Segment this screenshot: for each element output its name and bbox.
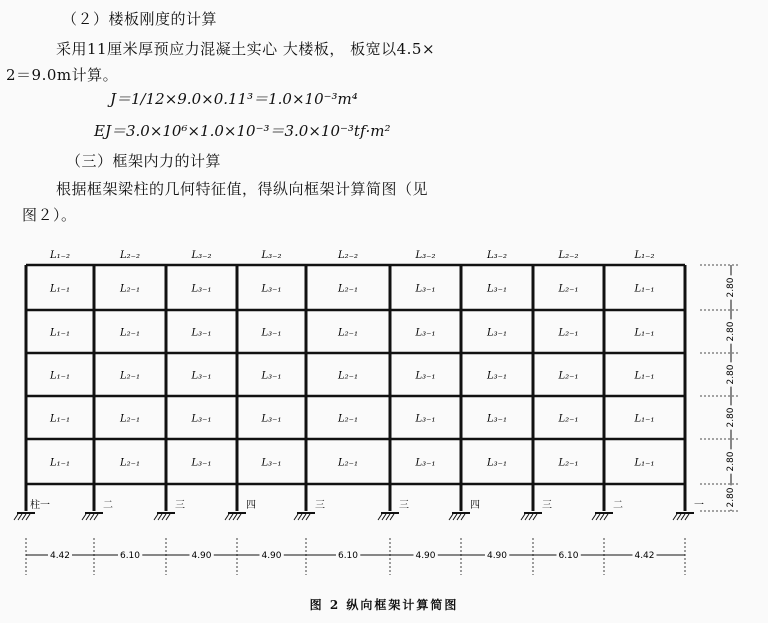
column-label: 柱一 xyxy=(30,500,50,511)
beam-label: L₃₋₁ xyxy=(261,457,282,469)
subsection-heading-2: （２）楼板刚度的计算 xyxy=(62,10,218,28)
story-height: 2.80 xyxy=(726,407,736,428)
span-dimension: 4.42 xyxy=(49,551,71,561)
span-dimension: 4.90 xyxy=(415,551,436,561)
support-hatch xyxy=(382,514,386,520)
roof-beam-label: L₂₋₂ xyxy=(338,250,358,261)
story-height: 2.80 xyxy=(726,321,736,342)
roof-beam-label: L₃₋₂ xyxy=(415,250,436,261)
beam-label: L₃₋₁ xyxy=(261,370,282,382)
beam-label: L₁₋₁ xyxy=(50,327,70,339)
section-heading-3: （三）框架内力的计算 xyxy=(66,152,222,170)
support-hatch xyxy=(298,514,302,520)
support-hatch xyxy=(306,514,310,520)
beam-label: L₃₋₁ xyxy=(415,283,436,295)
column-label: 三 xyxy=(315,500,325,511)
support-hatch xyxy=(521,514,525,520)
support-hatch xyxy=(677,514,681,520)
beam-label: L₁₋₁ xyxy=(50,413,70,425)
beam-label: L₃₋₁ xyxy=(415,327,436,339)
paragraph-line-1: 采用11厘米厚预应力混凝土实心 大楼板， 板宽以4.5× xyxy=(56,40,436,58)
span-dimension: 4.90 xyxy=(261,551,282,561)
support-hatch xyxy=(237,514,241,520)
figure-caption: 图 2 纵向框架计算简图 xyxy=(309,598,459,612)
beam-label: L₂₋₁ xyxy=(120,370,140,382)
story-height: 2.80 xyxy=(726,364,736,385)
support-hatch xyxy=(22,514,26,520)
support-hatch xyxy=(461,514,465,520)
beam-label: L₂₋₁ xyxy=(338,283,358,295)
paragraph-line-4: 图２）。 xyxy=(22,206,77,224)
story-height: 2.80 xyxy=(726,487,736,508)
support-hatch xyxy=(457,514,461,520)
beam-label: L₂₋₁ xyxy=(338,327,358,339)
column-label: 四 xyxy=(246,500,256,511)
beam-label: L₁₋₁ xyxy=(634,457,655,469)
beam-label: L₂₋₁ xyxy=(338,370,358,382)
support-hatch xyxy=(86,514,90,520)
support-hatch xyxy=(94,514,98,520)
support-hatch xyxy=(453,514,457,520)
beam-label: L₂₋₁ xyxy=(338,413,358,425)
support-hatch xyxy=(525,514,529,520)
beam-label: L₁₋₁ xyxy=(50,457,70,469)
roof-beam-label: L₃₋₂ xyxy=(261,250,282,261)
beam-label: L₂₋₁ xyxy=(120,327,140,339)
column-label: 三 xyxy=(542,500,552,511)
span-dimension: 6.10 xyxy=(558,551,579,561)
beam-label: L₁₋₁ xyxy=(634,370,655,382)
support-hatch xyxy=(390,514,394,520)
beam-label: L₂₋₁ xyxy=(558,457,579,469)
beam-label: L₃₋₁ xyxy=(487,370,507,382)
beam-label: L₂₋₁ xyxy=(558,413,579,425)
beam-label: L₂₋₁ xyxy=(120,283,140,295)
support-hatch xyxy=(82,514,86,520)
beam-label: L₂₋₁ xyxy=(558,370,579,382)
beam-label: L₂₋₁ xyxy=(558,283,579,295)
roof-beam-label: L₃₋₂ xyxy=(191,250,212,261)
beam-label: L₂₋₁ xyxy=(558,327,579,339)
support-hatch xyxy=(529,514,533,520)
span-dimension: 6.10 xyxy=(337,551,359,561)
beam-label: L₃₋₁ xyxy=(261,283,282,295)
paragraph-line-3: 根据框架梁柱的几何特征值，得纵向框架计算简图（见 xyxy=(56,180,429,198)
support-hatch xyxy=(302,514,306,520)
column-label: 三 xyxy=(399,500,409,511)
story-height: 2.80 xyxy=(726,451,736,472)
beam-label: L₃₋₁ xyxy=(191,327,212,339)
support-hatch xyxy=(18,514,22,520)
beam-label: L₃₋₁ xyxy=(261,327,282,339)
span-dimension: 4.42 xyxy=(634,551,655,561)
span-dimension: 6.10 xyxy=(119,551,141,561)
column-label: 四 xyxy=(470,500,480,511)
roof-beam-label: L₁₋₂ xyxy=(50,250,70,261)
support-hatch xyxy=(600,514,604,520)
span-dimension: 4.90 xyxy=(191,551,212,561)
beam-label: L₃₋₁ xyxy=(261,413,282,425)
paragraph-line-2: 2＝9.0m计算。 xyxy=(6,66,119,84)
beam-label: L₂₋₁ xyxy=(120,457,140,469)
support-hatch xyxy=(225,514,229,520)
roof-beam-label: L₃₋₂ xyxy=(487,250,507,261)
beam-label: L₃₋₁ xyxy=(191,370,212,382)
beam-label: L₃₋₁ xyxy=(487,457,507,469)
beam-label: L₃₋₁ xyxy=(191,413,212,425)
support-hatch xyxy=(685,514,689,520)
column-label: 一 xyxy=(694,500,704,511)
formula-stiffness: EJ＝3.0×10⁶×1.0×10⁻³＝3.0×10⁻³tf·m² xyxy=(94,122,391,140)
support-hatch xyxy=(386,514,390,520)
column-label: 二 xyxy=(103,500,113,511)
beam-label: L₃₋₁ xyxy=(487,413,507,425)
beam-label: L₂₋₁ xyxy=(338,457,358,469)
beam-label: L₃₋₁ xyxy=(487,327,507,339)
support-hatch xyxy=(233,514,237,520)
support-hatch xyxy=(26,514,30,520)
roof-beam-label: L₁₋₂ xyxy=(634,250,655,261)
beam-label: L₃₋₁ xyxy=(191,283,212,295)
support-hatch xyxy=(14,514,18,520)
support-hatch xyxy=(378,514,382,520)
support-hatch xyxy=(592,514,596,520)
span-dimension: 4.90 xyxy=(486,551,508,561)
beam-label: L₂₋₁ xyxy=(120,413,140,425)
story-height: 2.80 xyxy=(726,277,736,298)
beam-label: L₁₋₁ xyxy=(634,283,655,295)
column-label: 三 xyxy=(175,500,185,511)
support-hatch xyxy=(533,514,537,520)
formula-inertia: J＝1/12×9.0×0.11³＝1.0×10⁻³m⁴ xyxy=(110,90,358,108)
support-hatch xyxy=(673,514,677,520)
beam-label: L₃₋₁ xyxy=(415,413,436,425)
support-hatch xyxy=(604,514,608,520)
support-hatch xyxy=(158,514,162,520)
beam-label: L₃₋₁ xyxy=(487,283,507,295)
support-hatch xyxy=(162,514,166,520)
support-hatch xyxy=(596,514,600,520)
support-hatch xyxy=(449,514,453,520)
support-hatch xyxy=(681,514,685,520)
beam-label: L₁₋₁ xyxy=(634,327,655,339)
beam-label: L₁₋₁ xyxy=(50,370,70,382)
roof-beam-label: L₂₋₂ xyxy=(120,250,140,261)
beam-label: L₁₋₁ xyxy=(634,413,655,425)
beam-label: L₁₋₁ xyxy=(50,283,70,295)
beam-label: L₃₋₁ xyxy=(191,457,212,469)
support-hatch xyxy=(90,514,94,520)
column-label: 二 xyxy=(613,500,623,511)
roof-beam-label: L₂₋₂ xyxy=(558,250,579,261)
beam-label: L₃₋₁ xyxy=(415,370,436,382)
support-hatch xyxy=(229,514,233,520)
support-hatch xyxy=(154,514,158,520)
beam-label: L₃₋₁ xyxy=(415,457,436,469)
support-hatch xyxy=(294,514,298,520)
support-hatch xyxy=(166,514,170,520)
